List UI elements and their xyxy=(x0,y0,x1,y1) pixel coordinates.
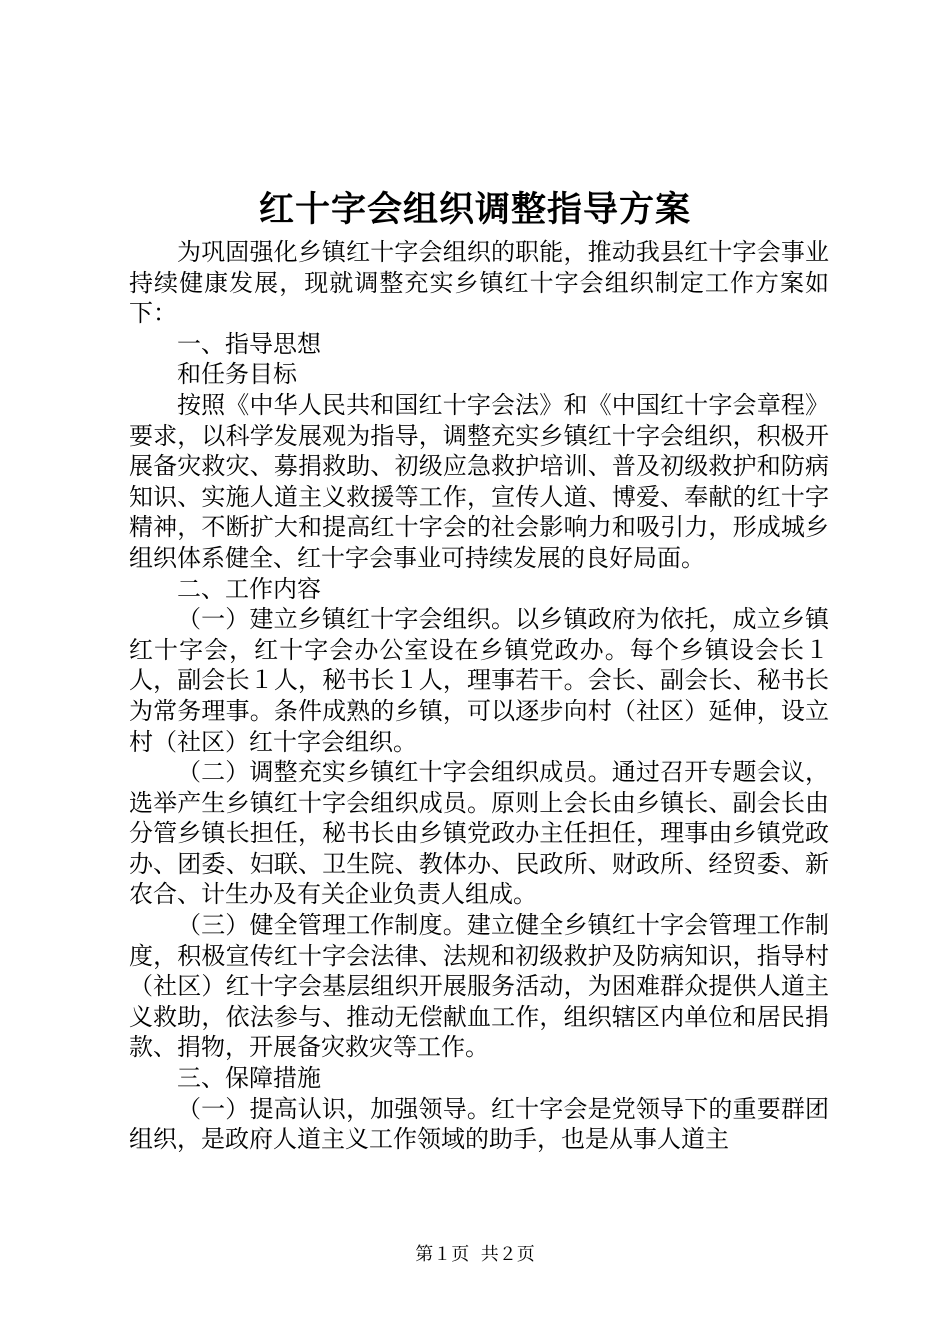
heading-safeguard-measures: 三、保障措施 xyxy=(177,1064,321,1093)
heading-task-goals: 和任务目标 xyxy=(177,360,297,389)
paragraph-guiding-thought: 按照《中华人民共和国红十字会法》和《中国红十字会章程》要求，以科学发展观为指导，调整充实乡镇红十字会组织，积极开展备灾救灾、募捐救助、初级应急救护培训、普及初级救护和防病知识、实施人道主义救援等工作，宣传人道、博爱、奉献的红十字精神，不断扩大和提高红十字会的社会影响力和吸引力，形成城乡组织体系健全、红十字会事业可持续发展的良好局面。 xyxy=(129,390,829,572)
paragraph-safeguard-1: （一）提高认识，加强领导。红十字会是党领导下的重要群团组织，是政府人道主义工作领域的助手，也是从事人道主 xyxy=(129,1094,829,1154)
paragraph-work-content-3: （三）健全管理工作制度。建立健全乡镇红十字会管理工作制度，积极宣传红十字会法律、法规和初级救护及防病知识，指导村（社区）红十字会基层组织开展服务活动，为困难群众提供人道主义救助，依法参与、推动无偿献血工作，组织辖区内单位和居民捐款、捐物，开展备灾救灾等工作。 xyxy=(129,911,829,1062)
heading-guiding-thought: 一、指导思想 xyxy=(177,329,321,358)
document-title: 红十字会组织调整指导方案 xyxy=(258,189,691,230)
heading-work-content: 二、工作内容 xyxy=(177,574,321,603)
page-footer: 第１页 共２页 xyxy=(415,1244,535,1265)
document-body xyxy=(129,237,829,1155)
paragraph-work-content-2: （二）调整充实乡镇红十字会组织成员。通过召开专题会议，选举产生乡镇红十字会组织成员。原则上会长由乡镇长、副会长由分管乡镇长担任，秘书长由乡镇党政办主任担任，理事由乡镇党政办、团委、妇联、卫生院、教体办、民政所、财政所、经贸委、新农合、计生办及有关企业负责人组成。 xyxy=(129,758,829,909)
paragraph-intro: 为巩固强化乡镇红十字会组织的职能，推动我县红十字会事业持续健康发展，现就调整充实乡镇红十字会组织制定工作方案如下： xyxy=(129,238,829,328)
paragraph-work-content-1: （一）建立乡镇红十字会组织。以乡镇政府为依托，成立乡镇红十字会，红十字会办公室设在乡镇党政办。每个乡镇设会长１人，副会长１人，秘书长１人，理事若干。会长、副会长、秘书长为常务理事。条件成熟的乡镇，可以逐步向村（社区）延伸，设立村（社区）红十字会组织。 xyxy=(129,605,829,756)
